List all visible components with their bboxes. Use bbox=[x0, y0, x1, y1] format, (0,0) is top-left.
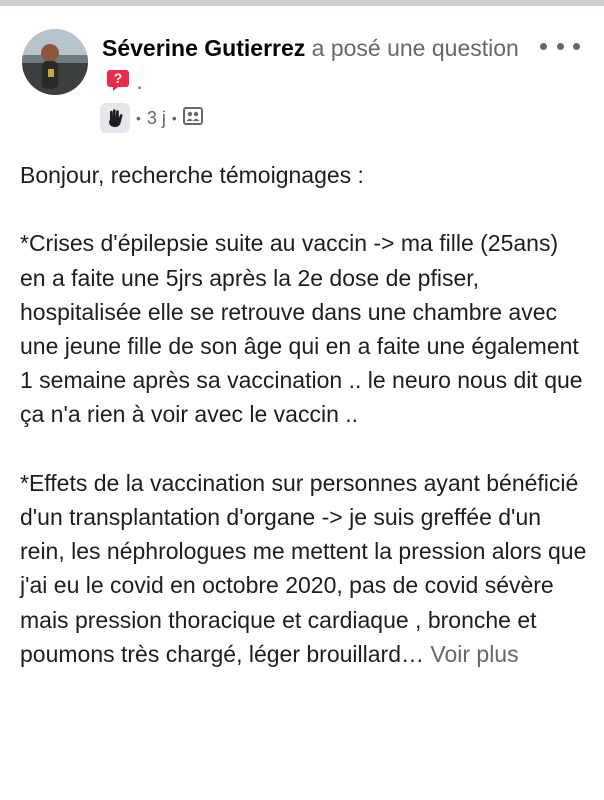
question-badge-icon bbox=[106, 68, 130, 92]
post-paragraph: *Crises d'épilepsie suite au vaccin -> ma fille (25ans) en a faite une 5jrs après la 2e dose de pfiser, hospitalisée elle se retrouve dans une chambre avec une jeune fille de son âge qui en a faite une également 1 semaine après sa vaccination .. le neuro nous dit que ça n'a rien à voir avec le vaccin .. bbox=[20, 230, 583, 428]
action-text: a posé une question bbox=[311, 35, 519, 61]
post-header bbox=[102, 32, 522, 98]
post-paragraph-last bbox=[20, 466, 590, 671]
avatar-photo bbox=[22, 29, 88, 95]
separator-dot: • bbox=[171, 110, 177, 126]
post-body bbox=[20, 158, 590, 671]
action-suffix: . bbox=[136, 68, 143, 94]
author-name[interactable]: Séverine Gutierrez bbox=[102, 35, 306, 61]
post-card bbox=[0, 6, 604, 800]
more-options-icon[interactable] bbox=[540, 36, 580, 56]
see-more-link[interactable]: Voir plus bbox=[430, 640, 519, 667]
svg-text:?: ? bbox=[113, 70, 123, 86]
post-age[interactable]: 3 j bbox=[146, 107, 166, 128]
avatar[interactable] bbox=[22, 29, 88, 95]
group-audience-icon bbox=[183, 107, 203, 130]
post-paragraph: Bonjour, recherche témoignages : bbox=[20, 162, 364, 188]
hand-badge-icon[interactable] bbox=[100, 103, 130, 133]
post-meta bbox=[100, 103, 203, 133]
post-paragraph: *Effets de la vaccination sur personnes ayant bénéficié d'un transplantation d'organe -> je suis greffée d'un rein, les néphrologues me mettent la pression alors que j'ai eu le covid en octobre 2020, pas de covid sévère mais pression thoracique et cardiaque , bronche et poumons très chargé, léger brouillard… bbox=[20, 469, 587, 667]
separator-dot: • bbox=[136, 110, 141, 126]
